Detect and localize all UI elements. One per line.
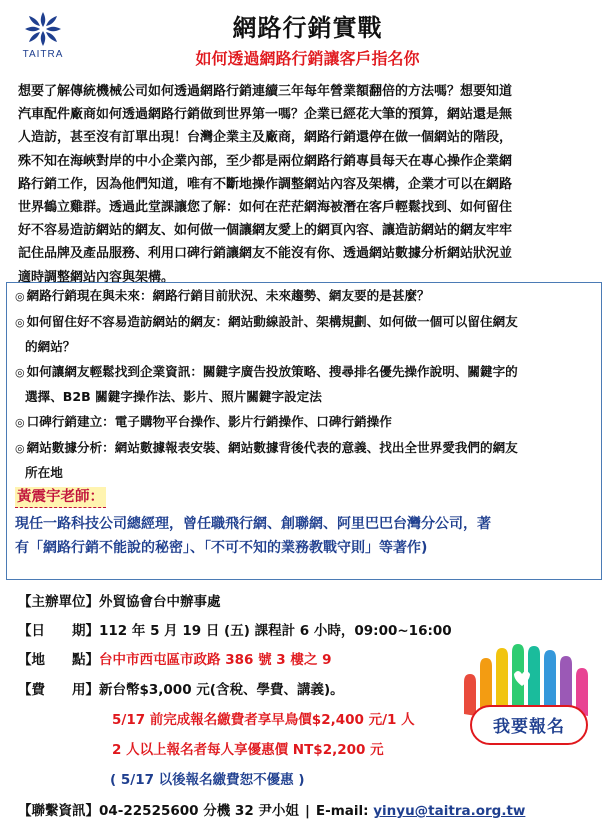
page-subtitle: 如何透過網路行銷讓客戶指名你	[195, 49, 420, 68]
intro-line: 適時調整網站內容與架構。	[18, 269, 175, 285]
topic-item: ◎ 網路行銷現在與未來：網路行銷目前狀況、未來趨勢、網友要的是甚麼？	[15, 288, 430, 303]
no-discount-note: ( 5/17 以後報名繳費恕不優惠 )	[110, 772, 305, 788]
fee-row	[18, 678, 344, 698]
intro-line: 記住品牌及產品服務、利用口碑行銷讓網友不能沒有你、透過網站數據分析網站狀況並	[18, 246, 513, 262]
date-label: 【日 期】	[18, 623, 99, 639]
date-row	[18, 619, 452, 639]
topic-item: ◎ 如何留住好不容易造訪網站的網友：網站動線設計、架構規劃、如何做一個可以留住網友 的網站？	[15, 313, 518, 355]
contact-row	[18, 799, 525, 819]
contact-label: 【聯繫資訊】	[18, 803, 99, 819]
organizer-row	[18, 590, 221, 610]
bullet-icon: ◎	[15, 415, 25, 429]
fee-label: 【費 用】	[18, 682, 99, 698]
teacher-label: 黃震宇老師：	[15, 487, 106, 508]
place-value: 台中市西屯區市政路 386 號 3 樓之 9	[99, 652, 332, 668]
page-title: 網路行銷實戰	[232, 14, 383, 42]
date-value: 112 年 5 月 19 日 (五) 課程計 6 小時，09:00~16:00	[99, 623, 452, 639]
organizer-value: 外貿協會台中辦事處	[99, 594, 221, 610]
logo-text: TAITRA	[22, 49, 64, 60]
intro-line: 人造訪，甚至沒有訂單出現！台灣企業主及廠商，網路行銷還停在做一個網站的階段，	[18, 130, 513, 146]
intro-line: 想要了解傳統機械公司如何透過網路行銷連續三年每年營業額翻倍的方法嗎？想要知道	[18, 84, 513, 99]
intro-line: 汽車配件廠商如何透過網路行銷做到世界第一嗎？企業已經花大筆的預算，網站還是無	[18, 107, 513, 123]
intro-line: 殊不知在海峽對岸的中小企業內部，至少都是兩位網路行銷專員每天在專心操作企業網	[18, 153, 513, 169]
intro-line: 好不容易造訪網站的網友、如何做一個讓網友愛上的網頁內容、讓造訪網站的網友牢牢	[18, 223, 513, 239]
bullet-icon: ◎	[15, 315, 25, 329]
email-label: E-mail:	[315, 803, 369, 819]
topic-item: ◎ 如何讓網友輕鬆找到企業資訊：關鍵字廣告投放策略、搜尋排名優先操作說明、關鍵字的 選擇、B2B 關鍵字操作法、影片、照片關鍵字設定法	[15, 363, 518, 405]
intro-line: 世界鶴立雞群。透過此堂課讓您了解：如何在茫茫網海被潛在客戶輕鬆找到、如何留住	[18, 200, 513, 216]
bullet-icon: ◎	[15, 365, 25, 379]
contact-divider: |	[304, 803, 310, 819]
intro-paragraph	[18, 80, 601, 289]
topic-item: ◎ 網站數據分析：網站數據報表安裝、網站數據背後代表的意義、找出全世界愛我們的網友 所在地	[15, 439, 518, 481]
course-topics-box	[6, 282, 602, 580]
group-price: 2 人以上報名者每人享優惠價 NT$2,200 元	[112, 742, 384, 758]
teacher-bio: 現任一路科技公司總經理，曾任職飛行網、創聯網、阿里巴巴台灣分公司，著 有「網路行銷不能說的秘密」、「不可不知的業務教戰守則」等著作)	[15, 515, 491, 556]
place-row	[18, 648, 331, 668]
signup-button[interactable]: 我要報名	[470, 705, 588, 745]
early-bird-price: 5/17 前完成報名繳費者享早鳥價$2,400 元/1 人	[112, 712, 415, 728]
intro-line: 路行銷工作，因為他們知道，唯有不斷地操作調整網站內容及架構，企業才可以在網路	[18, 176, 513, 192]
organizer-label: 【主辦單位】	[18, 594, 99, 610]
contact-value: 04-22525600 分機 32 尹小姐	[99, 803, 299, 819]
topic-item: ◎ 口碑行銷建立：電子購物平台操作、影片行銷操作、口碑行銷操作	[15, 413, 392, 429]
email-link[interactable]: yinyu@taitra.org.tw	[373, 803, 526, 819]
place-label: 【地 點】	[18, 652, 99, 668]
bullet-icon: ◎	[15, 441, 25, 455]
fee-value: 新台幣$3,000 元(含稅、學費、講義)。	[99, 682, 344, 698]
bullet-icon: ◎	[15, 290, 25, 303]
